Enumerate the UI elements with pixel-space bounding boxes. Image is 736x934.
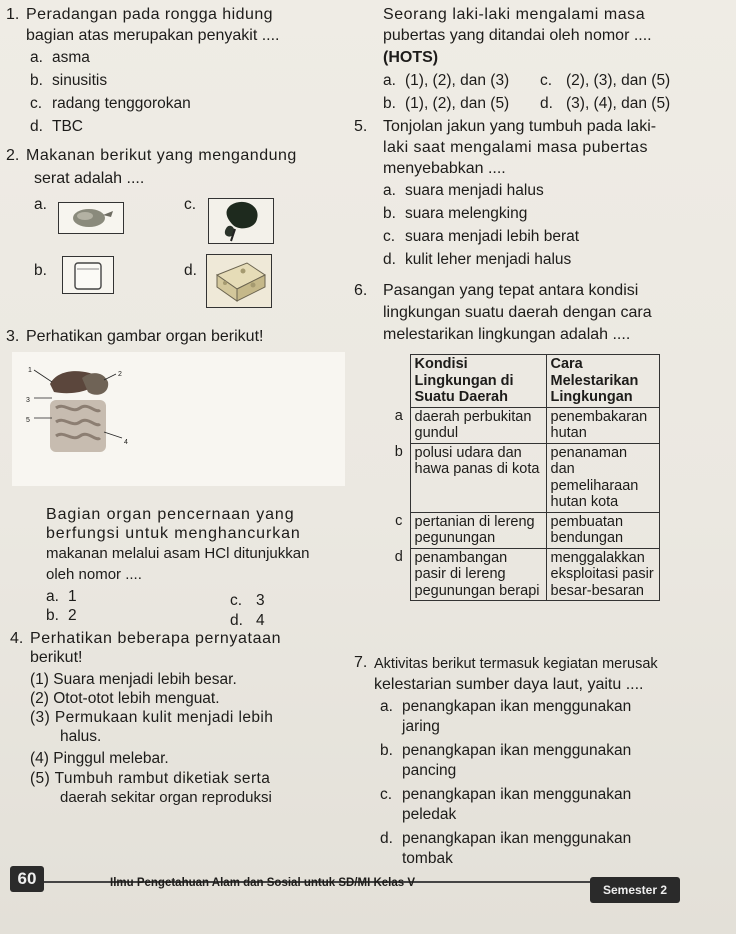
hots-tag: (HOTS) (383, 49, 439, 66)
q6-number: 6. (354, 282, 368, 299)
glass-of-milk-icon (62, 256, 114, 294)
table-row-key: a (394, 408, 403, 424)
q2-option-d-key: d. (184, 262, 197, 279)
q3-option-b: 2 (68, 607, 77, 624)
figure-label-4: 4 (124, 439, 128, 446)
q5-number: 5. (354, 118, 368, 135)
table-cell-kondisi: daerah perbukitan gundul (410, 407, 546, 443)
q5-option-b-key: b. (383, 205, 396, 222)
q7-option-c-line2: peledak (402, 806, 457, 823)
q1-number: 1. (6, 6, 20, 23)
page-number: 60 (10, 866, 44, 892)
q6-stem-line1: Pasangan yang tepat antara kondisi (383, 282, 639, 299)
q1-option-b-key: b. (30, 72, 43, 89)
q7-option-c-key: c. (380, 786, 393, 803)
q5-option-d-key: d. (383, 251, 396, 268)
q4-statement-4: (4) Pinggul melebar. (30, 750, 169, 767)
q2-option-b-key: b. (34, 262, 47, 279)
q7-number: 7. (354, 654, 368, 671)
q2-stem-line1: Makanan berikut yang mengandung (26, 147, 297, 164)
q7-option-b-line1: penangkapan ikan menggunakan (402, 742, 632, 759)
q3-option-a: 1 (68, 588, 77, 605)
table-header-cara: Cara Melestarikan Lingkungan (546, 355, 660, 408)
table-cell-cara: menggalakkan eksploitasi pasir besar-besaran (546, 548, 660, 601)
q5-stem-line1: Tonjolan jakun yang tumbuh pada laki- (383, 118, 657, 135)
q7-option-a-key: a. (380, 698, 393, 715)
q7-stem-line2: kelestarian sumber daya laut, yaitu .... (374, 676, 644, 693)
q4-statement-3-cont: halus. (60, 728, 102, 745)
table-cell-kondisi: polusi udara dan hawa panas di kota (410, 443, 546, 512)
q3-body-line1: Bagian organ pencernaan yang (46, 506, 295, 523)
q2-option-c-key: c. (184, 196, 197, 213)
table-cell-kondisi: pertanian di lereng pegunungan (410, 512, 546, 548)
q4-option-d-key: d. (540, 95, 553, 112)
table-row-key: c (395, 513, 403, 529)
q7-option-a-line2: jaring (402, 718, 440, 735)
table-row-key: b (394, 444, 403, 460)
q3-option-a-key: a. (46, 588, 59, 605)
q3-option-c-key: c. (230, 592, 243, 609)
q7-option-b-key: b. (380, 742, 393, 759)
q3-body-line4: oleh nomor .... (46, 566, 142, 583)
table-cell-cara: penanaman dan pemeliharaan hutan kota (546, 443, 660, 512)
q4-option-a-key: a. (383, 72, 396, 89)
q4-option-c-key: c. (540, 72, 553, 89)
q4-stem-line2: berikut! (30, 649, 83, 666)
table-row (388, 548, 660, 601)
figure-label-2: 2 (118, 371, 122, 378)
q7-option-b-line2: pancing (402, 762, 457, 779)
q2-number: 2. (6, 147, 20, 164)
q3-body-line3: makanan melalui asam HCl ditunjukkan (46, 545, 310, 562)
figure-label-3: 3 (26, 397, 30, 404)
q1-option-a: asma (52, 49, 90, 66)
q7-option-d-key: d. (380, 830, 393, 847)
q1-option-c: radang tenggorokan (52, 95, 191, 112)
q4-statement-5: (5) Tumbuh rambut diketiak serta (30, 770, 271, 787)
q7-option-d-line2: tombak (402, 850, 453, 867)
q6-stem-line3: melestarikan lingkungan adalah .... (383, 326, 631, 343)
q2-stem-line2: serat adalah .... (34, 170, 145, 187)
cheese-icon (206, 254, 272, 308)
table-cell-cara: penembakaran hutan (546, 407, 660, 443)
q4-cont-line2: pubertas yang ditandai oleh nomor .... (383, 27, 652, 44)
q5-option-d: kulit leher menjadi halus (405, 251, 572, 268)
q4-number: 4. (10, 630, 24, 647)
q4-option-d: (3), (4), dan (5) (566, 95, 671, 112)
q4-statement-1: (1) Suara menjadi lebih besar. (30, 671, 237, 688)
q7-stem-line1: Aktivitas berikut termasuk kegiatan merusak (374, 656, 658, 672)
q4-cont-line1: Seorang laki-laki mengalami masa (383, 6, 646, 23)
q4-option-b-key: b. (383, 95, 396, 112)
q3-option-d-key: d. (230, 612, 243, 629)
q2-option-a-key: a. (34, 196, 47, 213)
book-title: Ilmu Pengetahuan Alam dan Sosial untuk SD/MI Kelas V (110, 877, 416, 889)
q5-option-c: suara menjadi lebih berat (405, 228, 580, 245)
q4-statement-2: (2) Otot-otot lebih menguat. (30, 690, 220, 707)
q1-option-b: sinusitis (52, 72, 108, 89)
q5-stem-line2: laki saat mengalami masa pubertas (383, 139, 648, 156)
table-row (388, 512, 660, 548)
q7-option-a-line1: penangkapan ikan menggunakan (402, 698, 632, 715)
q4-option-b: (1), (2), dan (5) (405, 95, 510, 112)
q4-statement-5-cont: daerah sekitar organ reproduksi (60, 789, 272, 806)
q5-option-c-key: c. (383, 228, 396, 245)
q1-option-d: TBC (52, 118, 83, 135)
table-header-kondisi: Kondisi Lingkungan di Suatu Daerah (410, 355, 546, 408)
q1-option-a-key: a. (30, 49, 43, 66)
table-row (388, 407, 660, 443)
q4-stem-line1: Perhatikan beberapa pernyataan (30, 630, 282, 647)
q4-option-c: (2), (3), dan (5) (566, 72, 671, 89)
figure-label-5: 5 (26, 417, 30, 424)
q6-stem-line2: lingkungan suatu daerah dengan cara (383, 304, 652, 321)
figure-label-1: 1 (28, 367, 32, 374)
meat-icon (58, 202, 124, 234)
q3-option-d: 4 (256, 612, 265, 629)
q3-number: 3. (6, 328, 20, 345)
q3-option-c: 3 (256, 592, 265, 609)
vegetable-icon (208, 198, 274, 244)
q1-option-c-key: c. (30, 95, 43, 112)
digestive-system-figure (12, 352, 345, 486)
q5-stem-line3: menyebabkan .... (383, 160, 506, 177)
q1-stem-line2: bagian atas merupakan penyakit .... (26, 27, 280, 44)
table-header-row (388, 355, 660, 408)
table-cell-cara: pembuatan bendungan (546, 512, 660, 548)
q3-option-b-key: b. (46, 607, 59, 624)
q3-stem: Perhatikan gambar organ berikut! (26, 328, 264, 345)
q7-option-d-line1: penangkapan ikan menggunakan (402, 830, 632, 847)
q1-stem-line1: Peradangan pada rongga hidung (26, 6, 274, 23)
q1-option-d-key: d. (30, 118, 43, 135)
table-cell-kondisi: penambangan pasir di lereng pegunungan berapi (410, 548, 546, 601)
table-row (388, 443, 660, 512)
q6-answer-table (388, 354, 660, 601)
q4-statement-3: (3) Permukaan kulit menjadi lebih (30, 709, 274, 726)
q4-option-a: (1), (2), dan (3) (405, 72, 510, 89)
q7-option-c-line1: penangkapan ikan menggunakan (402, 786, 632, 803)
q5-option-a: suara menjadi halus (405, 182, 544, 199)
q3-body-line2: berfungsi untuk menghancurkan (46, 525, 301, 542)
q5-option-b: suara melengking (405, 205, 528, 222)
table-row-key: d (394, 549, 403, 565)
semester-badge: Semester 2 (590, 877, 680, 903)
q5-option-a-key: a. (383, 182, 396, 199)
